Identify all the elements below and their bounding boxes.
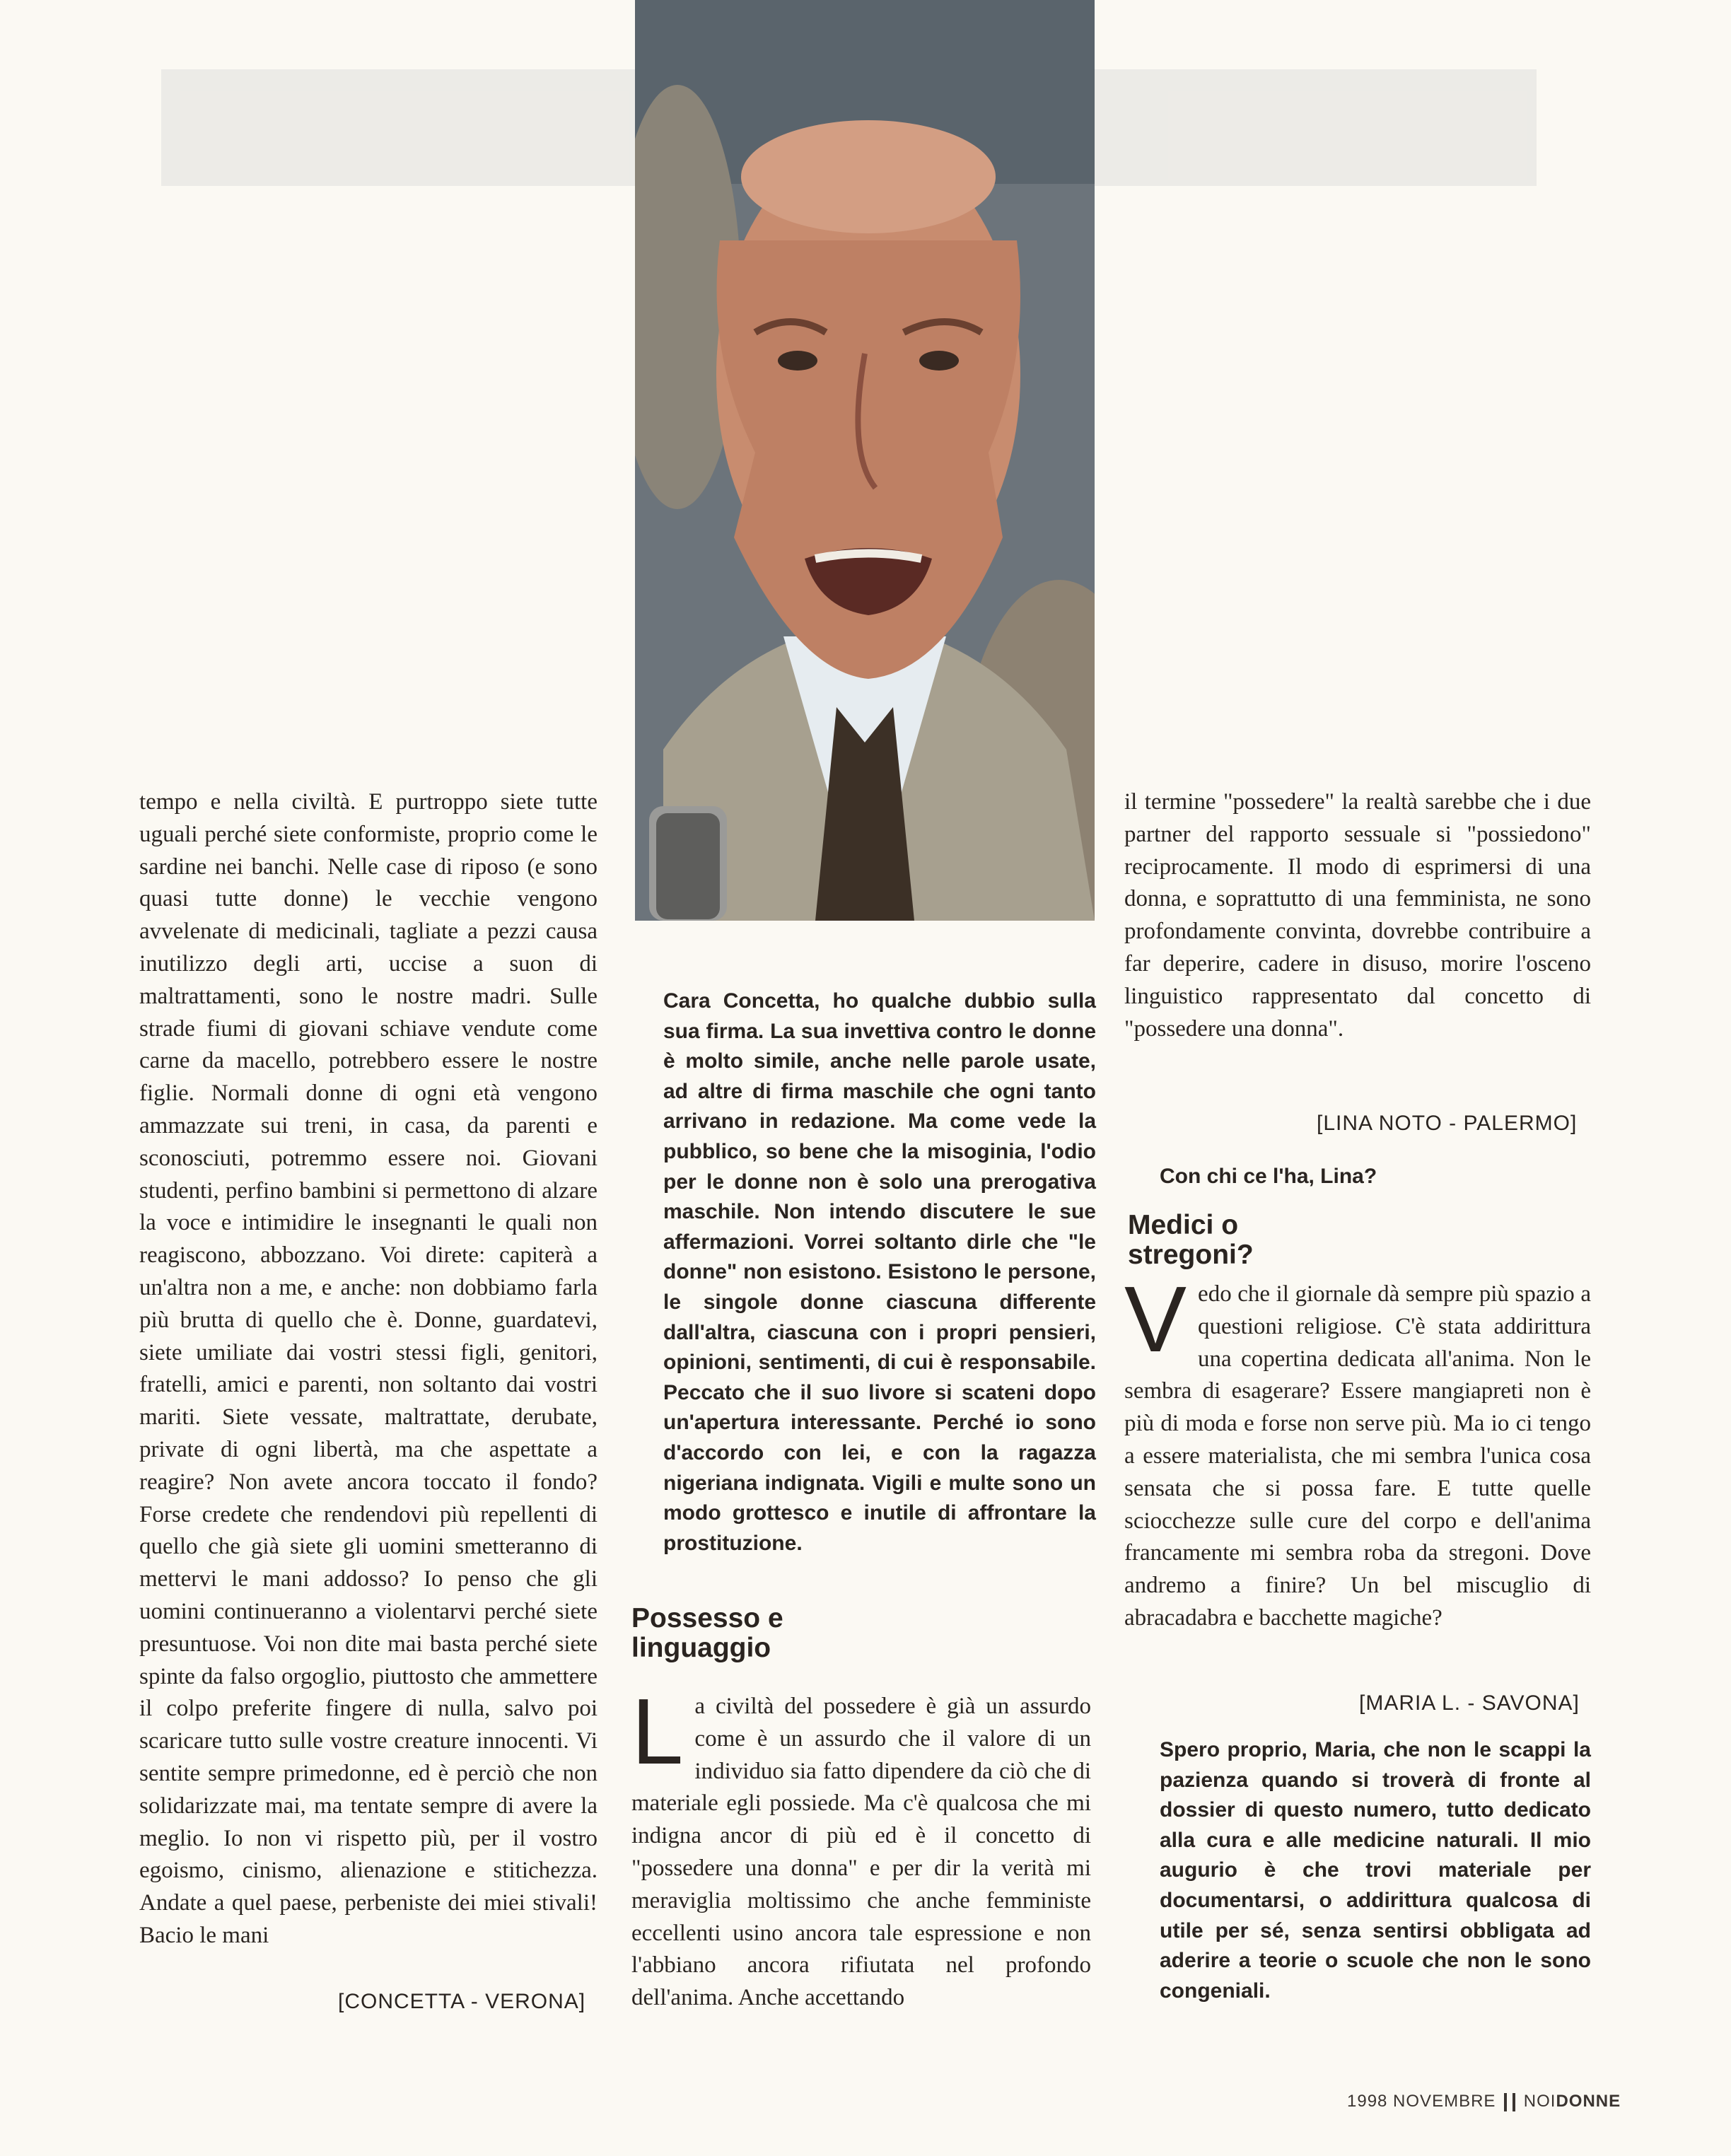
footer-date: 1998 NOVEMBRE xyxy=(1347,2092,1496,2111)
footer-separator-bar xyxy=(1504,2093,1507,2111)
signature-concetta: [CONCETTA - VERONA] xyxy=(338,1990,586,2013)
portrait-photo xyxy=(635,0,1095,921)
footer-magazine-noi: NOI xyxy=(1523,2092,1556,2111)
letter-lina-text-col2: a civiltà del possedere è già un assurdo come è un assurdo che il valore di un individuo sia fatto dipendere da ciò che di materiale egli possiede. Ma c'è qualcosa che mi indigna ancor di più ed è il concetto di "possedere una donna" e per dir la verità mi meraviglia moltissimo che anche femministe eccellenti usino ancora tale espressione e non l'abbiano ancora rifiutata nel profondo dell'anima. Anche accettando xyxy=(631,1694,1091,2011)
heading-medici-o-stregoni: Medici o stregoni? xyxy=(1128,1210,1254,1270)
heading-possesso-e-linguaggio: Possesso e linguaggio xyxy=(631,1603,783,1663)
editor-reply-maria: Spero proprio, Maria, che non le scappi la pazienza quando si troverà di fronte al dossier di questo numero, tutto dedicato alla cura e alle medicine naturali. Il mio augurio è che trovi materiale per documentarsi, o addirittura qualcosa di utile per sé, senza sentirsi obbligata ad aderire a teorie o scuole che non le sono congeniali. xyxy=(1160,1738,1591,2003)
page-footer xyxy=(1347,2092,1621,2111)
signature-maria: [MARIA L. - SAVONA] xyxy=(1359,1691,1580,1715)
footer-separator-bar-2 xyxy=(1513,2093,1515,2111)
letter-lina-body-col2 xyxy=(631,1679,1091,2015)
letter-maria-text: edo che il giornale dà sempre più spazio a questioni religiose. C'è stata addirittura una copertina dedicata all'anima. Non le sembra di esagerare? Essere mangiapreti non è più di moda e forse non serve più. Ma io ci tengo a essere materialista, che mi sembra l'unica cosa sensata che si possa fare. E tutte quelle sciocchezze sulle cure del corpo e dell'anima francamente mi sembra roba da stregoni. Dove andremo a finire? Un bel miscuglio di abracadabra e bacchette magiche? xyxy=(1124,1281,1591,1631)
letter-concetta-body xyxy=(139,786,598,1952)
dropcap-v: V xyxy=(1124,1267,1187,1371)
signature-lina: [LINA NOTO - PALERMO] xyxy=(1317,1112,1578,1135)
editor-reply-concetta: Cara Concetta, ho qualche dubbio sulla sua firma. La sua invettiva contro le donne è molto simile, anche nelle parole usate, ad altre di firma maschile che ogni tanto arrivano in redazione. Ma come vede la pubblico, so bene che la misoginia, l'odio per le donne non è solo una prerogativa maschile. Non intendo discutere le sue affermazioni. Vorrei soltanto dirle che "le donne" non esistono. Esistono le persone, le singole donne ciascuna differente dall'altra, ciascuna con i propri pensieri, opinioni, sentimenti, di cui è responsabile. Peccato che il suo livore si scateni dopo un'apertura interessante. Perché io sono d'accordo con lei, e con la ragazza nigeriana indignata. Vigili e multe sono un modo grottesco e inutile di affrontare la prostituzione. xyxy=(663,989,1096,1555)
editor-reply-lina: Con chi ce l'ha, Lina? xyxy=(1160,1165,1377,1188)
dropcap-l: L xyxy=(631,1679,684,1783)
letter-concetta-text: tempo e nella civiltà. E purtroppo siete tutte uguali perché siete conformiste, proprio come le sardine nei banchi. Nelle case di riposo (e sono quasi tutte donne) le vecchie vengono avvelenate di medicinali, tagliate a pezzi causa inutilizzo degli arti, uccise a suon di maltrattamenti, sono le nostre madri. Sulle strade fiumi di giovani schiave vendute come carne da macello, potrebbero essere le nostre figlie. Normali donne di ogni età vengono ammazzate sui treni, in casa, da parenti e sconosciuti, potremmo essere noi. Giovani studenti, perfino bambini si permettono di alzare la voce e intimidire le insegnanti le quali non reagiscono, abbozzano. Voi direte: capiterà a un'altra non a me, e anche: non dobbiamo farla più brutta di quello che è. Donne, guardatevi, siete umiliate dai vostri stessi figli, genitori, fratelli, amici e parenti, non soltanto dai vostri mariti. Siete vessate, maltrattate, derubate, private di ogni libertà, ma che aspettate a reagire? Non avete ancora toccato il fondo? Forse credete che rendendovi più repellenti di quello che già siete gli uomini smetteranno di mettervi le mani addosso? Io penso che gli uomini continueranno a violentarvi perché siete presuntuose. Voi non dite mai basta perché siete spinte da falso orgoglio, piuttosto che ammettere il colpo preferite fingere di nulla, salvo poi scaricare tutto sulle vostre creature innocenti. Vi sentite sempre primedonne, ed è perciò che non solidarizzate mai, ma tentate sempre di avere la meglio. Io non vi rispetto più, per il vostro egoismo, cinismo, alienazione e stitichezza. Andate a quel paese, perbeniste dei miei stivali! Bacio le mani xyxy=(139,789,598,1948)
letter-maria-body xyxy=(1124,1267,1591,1635)
letter-lina-text-col3: il termine "possedere" la realtà sarebbe che i due partner del rapporto sessuale si "possiedono" reciprocamente. Il modo di esprimersi di una donna, e soprattutto di una femminista, ne sono profondamente convinta, dovrebbe contribuire a far deperire, cadere in disuso, morire l'osceno linguistico rappresentato dal concetto di "possedere una donna". xyxy=(1124,789,1591,1042)
portrait-illustration xyxy=(635,0,1095,921)
letter-lina-body-col3 xyxy=(1124,786,1591,1045)
footer-magazine-donne: DONNE xyxy=(1556,2092,1621,2111)
